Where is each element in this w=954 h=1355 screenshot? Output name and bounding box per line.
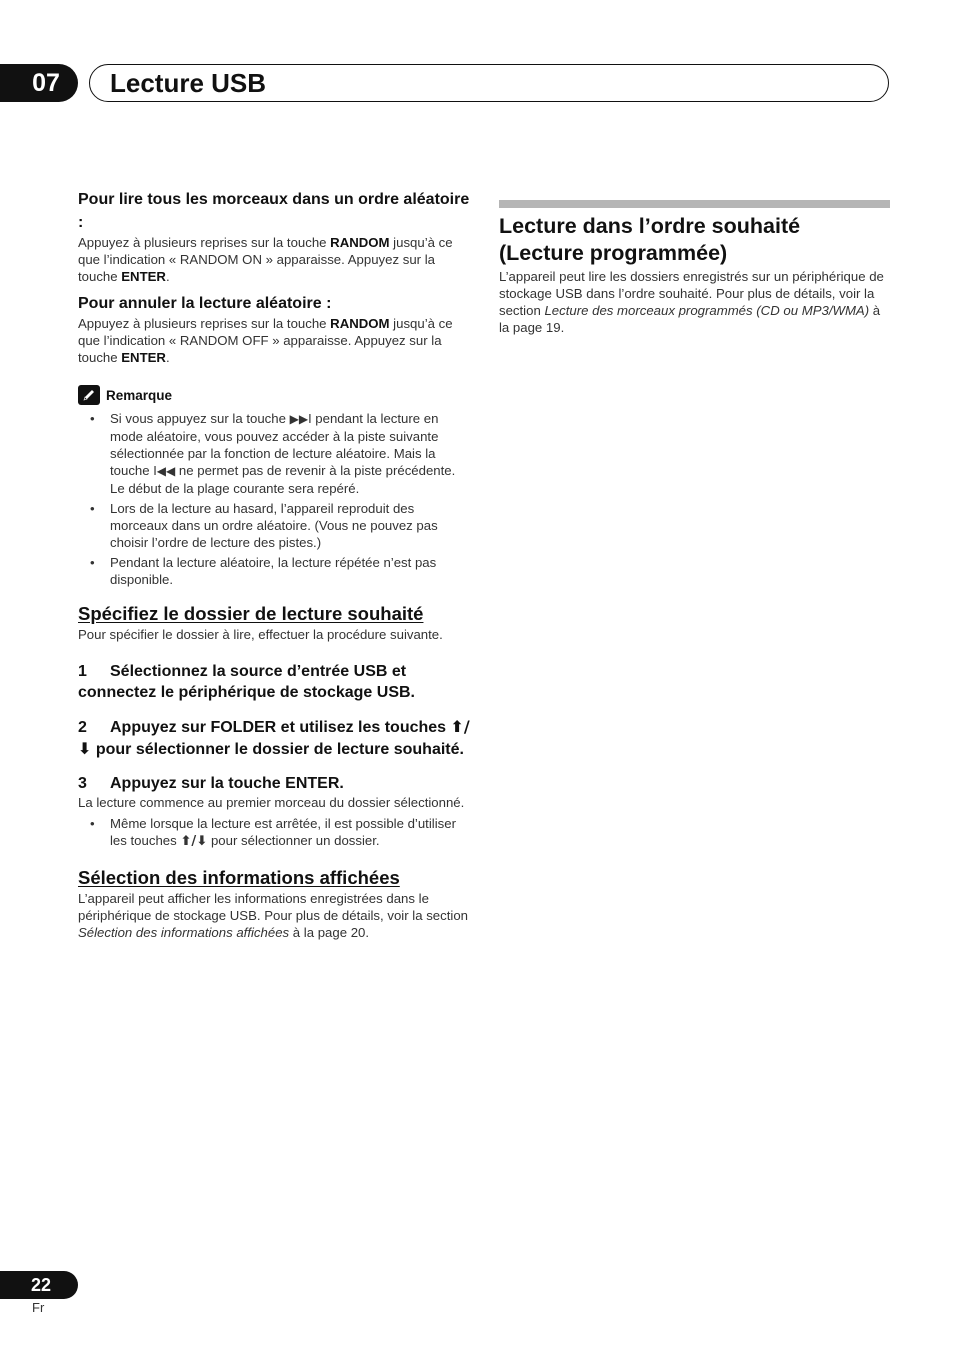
program-section-body: L’appareil peut lire les dossiers enregistrés sur un périphérique de stockage USB dans l’ordre souhaité. Pour plus de détails, voir la section Lecture des morceaux programmés (CD ou MP3/WMA) à la page 19.	[499, 269, 884, 335]
language-code: Fr	[32, 1300, 45, 1315]
step-1: 1 Sélectionnez la source d’entrée USB et connectez le périphérique de stockage USB.	[78, 663, 415, 701]
up-down-arrow-icon: ⬆/⬇	[78, 717, 470, 758]
folder-section-intro: Pour spécifier le dossier à lire, effectuer la procédure suivante.	[78, 627, 443, 642]
pencil-note-icon	[78, 385, 100, 405]
previous-track-icon: I◀◀	[153, 464, 176, 478]
step-3-note-item: • Même lorsque la lecture est arrêtée, il est possible d’utiliser les touches ⬆/⬇ pour sélectionner un dossier.	[78, 815, 470, 850]
chapter-title: Lecture USB	[110, 68, 267, 98]
chapter-number-tab	[0, 64, 78, 102]
section-divider-bar	[499, 200, 890, 208]
note-item: • Si vous appuyez sur la touche ▶▶I pendant la lecture en mode aléatoire, vous pouvez accéder à la piste suivante sélectionnée par la fonction de lecture aléatoire. Mais la touche I◀◀ ne permet pas de revenir à la piste précédente. Le début de la plage courante sera repéré.	[78, 410, 470, 497]
chapter-title-frame	[89, 64, 889, 102]
page-number-tab	[0, 1271, 78, 1299]
random-play-subhead: Pour lire tous les morceaux dans un ordre aléatoire :	[78, 191, 470, 231]
info-section-title: Sélection des informations affichées	[78, 867, 400, 888]
info-section-reference: Sélection des informations affichées	[78, 925, 290, 940]
note-list	[78, 410, 470, 588]
step-3-notes	[78, 815, 470, 850]
note-item: • Lors de la lecture au hasard, l’appareil reproduit des morceaux dans un ordre aléatoire. (Vous ne pouvez pas choisir l’ordre de lecture des pistes.)	[78, 500, 470, 551]
step-2: 2 Appuyez sur FOLDER et utilisez les touches ⬆/⬇ pour sélectionner le dossier de lecture souhaité.	[78, 717, 470, 758]
next-track-icon: ▶▶I	[289, 412, 312, 426]
up-down-arrow-icon: ⬆/⬇	[180, 834, 208, 849]
cancel-random-body: Appuyez à plusieurs reprises sur la touche RANDOM jusqu’à ce que l’indication « RANDOM OFF » apparaisse. Appuyez sur la touche ENTER.	[78, 316, 453, 365]
random-play-body: Appuyez à plusieurs reprises sur la touche RANDOM jusqu’à ce que l’indication « RANDOM ON » apparaisse. Appuyez sur la touche ENTER.	[78, 235, 453, 284]
program-section-reference: Lecture des morceaux programmés (CD ou MP3/WMA)	[544, 303, 870, 318]
program-section-title: Lecture dans l’ordre souhaité (Lecture programmée)	[499, 214, 801, 265]
folder-section-title: Spécifiez le dossier de lecture souhaité	[78, 603, 424, 624]
note-label: Remarque	[106, 387, 173, 403]
cancel-random-subhead: Pour annuler la lecture aléatoire :	[78, 295, 332, 312]
note-item: • Pendant la lecture aléatoire, la lecture répétée n’est pas disponible.	[78, 554, 470, 588]
chapter-number: 07	[32, 68, 60, 97]
page-number: 22	[31, 1274, 52, 1295]
left-column	[78, 188, 470, 941]
step-3-body: La lecture commence au premier morceau du dossier sélectionné.	[78, 795, 465, 810]
info-section-body: L’appareil peut afficher les informations enregistrées dans le périphérique de stockage USB. Pour plus de détails, voir la section Sélection des informations affichées à la page 20.	[78, 891, 468, 940]
step-3: 3 Appuyez sur la touche ENTER.	[78, 775, 344, 792]
right-column	[499, 200, 890, 336]
note-header	[78, 385, 470, 405]
